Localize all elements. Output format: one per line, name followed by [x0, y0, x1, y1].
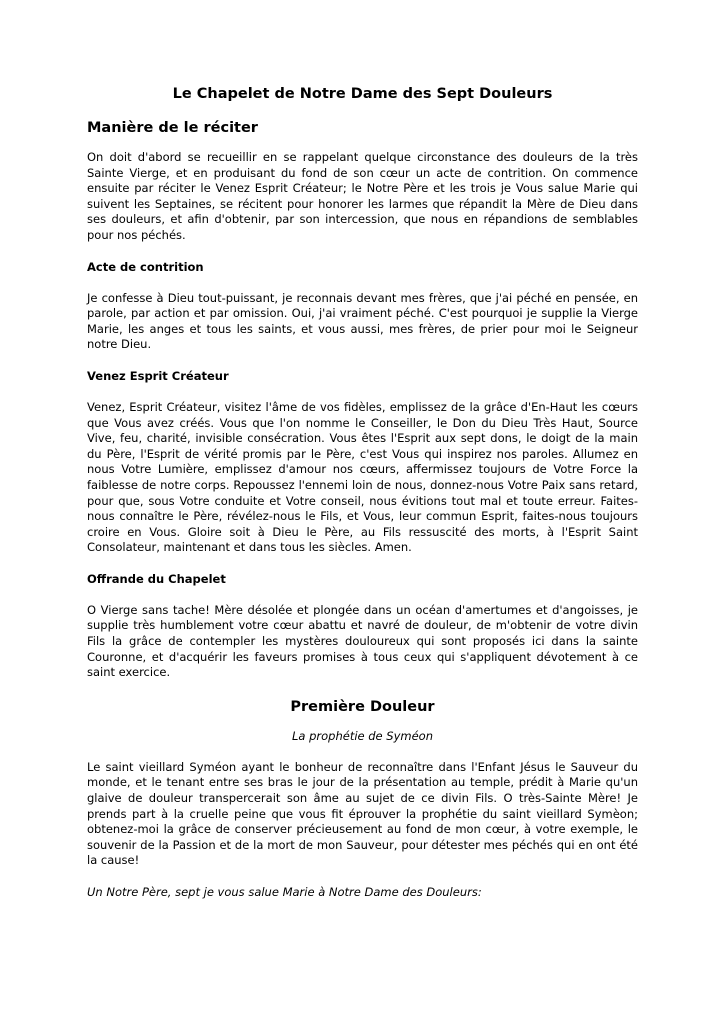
subtitle-prophetie: La prophétie de Syméon: [291, 728, 433, 743]
heading-offrande: Offrande du Chapelet: [87, 571, 226, 586]
intro-paragraph: On doit d'abord se recueillir en se rappelant quelque circonstance des douleurs de la très Sainte Vierge, et en produisant du fond de son cœur un acte de contrition. On commence ensuite par réciter le Venez Esprit Créateur; le Notre Père et les trois je Vous salue Marie qui suivent les Septaines, se récitent pour honorer les larmes que répandit la Mère de Dieu dans ses douleurs, et afin d'obtenir, par son intercession, que nous en répandions de semblables pour nos péchés.: [87, 150, 638, 242]
heading-contrition: Acte de contrition: [87, 259, 204, 274]
contrition-paragraph: Je confesse à Dieu tout-puissant, je reconnais devant mes frères, que j'ai péché en pensée, en parole, par action et par omission. Oui, j'ai vraiment péché. C'est pourquoi je supplie la Vierge Marie, les anges et tous les saints, et vous aussi, mes frères, de prier pour moi le Seigneur notre Dieu.: [87, 290, 638, 352]
premiere-douleur-paragraph: Le saint vieillard Syméon ayant le bonheur de reconnaître dans l'Enfant Jésus le Sauveur du monde, et le tenant entre ses bras le jour de la présentation au temple, prédit à Marie qu'un glaive de douleur transpercerait son âme au sujet de ce divin Fils. O très-Sainte Mère! Je prends part à la cruelle peine que vous fit éprouver la prophétie du saint vieillard Symèon; obtenez-moi la grâce de conserver précieusement au fond de mon cœur, à votre exemple, le souvenir de la Passion et de la mort de mon Sauveur, pour détester mes péchés qui en ont été la cause!: [87, 759, 638, 868]
document-title: Le Chapelet de Notre Dame des Sept Douleurs: [172, 86, 553, 102]
veni-creator-paragraph: Venez, Esprit Créateur, visitez l'âme de vos fidèles, emplissez de la grâce d'En-Haut les cœurs que Vous avez créés. Vous que l'on nomme le Conseiller, le Don du Dieu Très Haut, Source Vive, feu, charité, invisible consécration. Vous êtes l'Esprit aux sept dons, le doigt de la main du Père, l'Esprit de vérité promis par le Père, c'est Vous qui inspirez nos paroles. Allumez en nous Votre Lumière, emplissez d'amour nos cœurs, affermissez toujours de Votre Force la faiblesse de notre corps. Repoussez l'ennemi loin de nous, donnez-nous Votre Paix sans retard, pour que, sous Votre conduite et Votre conseil, nous évitions tout mal et toute erreur. Faites-nous connaître le Père, révélez-nous le Fils, et Vous, leur commun Esprit, faites-nous toujours croire en Vous. Gloire soit à Dieu le Père, au Fils ressuscité des morts, à l'Esprit Saint Consolateur, maintenant et dans tous les siècles. Amen.: [87, 399, 638, 555]
prayer-instruction: Un Notre Père, sept je vous salue Marie à Notre Dame des Douleurs:: [87, 885, 482, 899]
document-page: [87, 84, 638, 900]
offrande-paragraph: O Vierge sans tache! Mère désolée et plongée dans un océan d'amertumes et d'angoisses, je supplie très humblement votre cœur abattu et navré de douleur, de m'obtenir de votre divin Fils la grâce de contempler les mystères douloureux qui sont proposés ici dans la sainte Couronne, et d'acquérir les faveurs promises à tous ceux qui s'appliquent dévotement à ce saint exercice.: [87, 602, 638, 680]
heading-premiere-douleur: Première Douleur: [290, 698, 435, 715]
heading-veni-creator: Venez Esprit Créateur: [87, 368, 229, 383]
section-heading-recitation: Manière de le réciter: [87, 120, 258, 136]
